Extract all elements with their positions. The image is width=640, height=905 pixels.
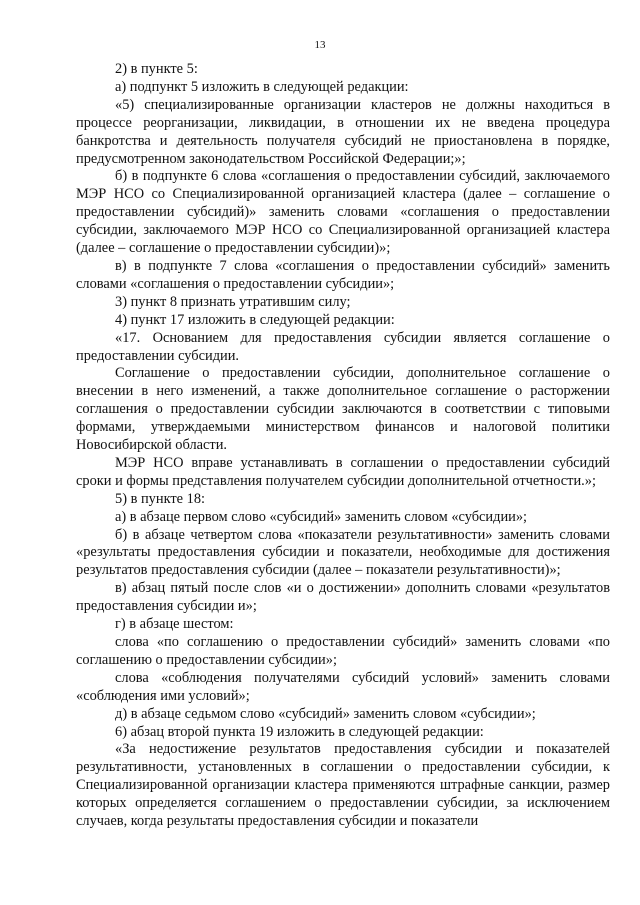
paragraph: 2) в пункте 5: bbox=[115, 61, 198, 77]
paragraph: а) в абзаце первом слово «субсидий» заменить словом «субсидии»; bbox=[115, 508, 528, 525]
paragraph: «5) специализированные организации кластеров не должны находиться в процессе реорганизации, ликвидации, в отношении их не введена процедура банкротства и деятельность получателя субсидий не приостановлена в порядке, предусмотренном законодательством Российской Федерации;»; bbox=[76, 96, 610, 167]
paragraph: «За недостижение результатов предоставления субсидии и показателей результативности, установленных в соглашении о предоставлении субсидии, к Специализированной организации кластера применяются штрафные санкции, размер которых определяется соглашением о предоставлении субсидии, за исключением случаев, когда результаты предоставления субсидии и показатели bbox=[76, 741, 610, 830]
paragraph: б) в подпункте 6 слова «соглашения о предоставлении субсидий, заключаемого МЭР НСО со Специализированной организацией кластера (далее – соглашение о предоставлении субсидий)» заменить словами «соглашения о предоставлении субсидии, заключаемого МЭР НСО со Специализированной организацией кластера (далее – соглашение о предоставлении субсидии)»; bbox=[76, 168, 610, 257]
paragraph: 6) абзац второй пункта 19 изложить в следующей редакции: bbox=[115, 723, 484, 740]
paragraph: 5) в пункте 18: bbox=[115, 490, 206, 507]
paragraph: МЭР НСО вправе устанавливать в соглашении о предоставлении субсидий сроки и формы представления получателем субсидии дополнительной отчетности.»; bbox=[76, 454, 610, 489]
paragraph: Соглашение о предоставлении субсидии, дополнительное соглашение о внесении в него изменений, а также дополнительное соглашение о расторжении соглашения о предоставлении субсидии заключаются в соответствии с типовыми формами, утверждаемыми министерством финансов и налоговой политики Новосибирской области. bbox=[76, 365, 610, 454]
document-body bbox=[76, 61, 610, 831]
paragraph: в) в подпункте 7 слова «соглашения о предоставлении субсидий» заменить словами «соглашения о предоставлении субсидии»; bbox=[76, 257, 610, 292]
paragraph: г) в абзаце шестом: bbox=[115, 616, 234, 633]
paragraph: б) в абзаце четвертом слова «показатели результативности» заменить словами «результаты предоставления субсидии и показатели, необходимые для достижения результатов предоставления субсидии (далее – показатели результативности)»; bbox=[76, 526, 610, 579]
paragraph: д) в абзаце седьмом слово «субсидий» заменить словом «субсидии»; bbox=[115, 705, 536, 722]
paragraph: 3) пункт 8 признать утратившим силу; bbox=[115, 293, 351, 310]
paragraph: а) подпункт 5 изложить в следующей редакции: bbox=[115, 78, 409, 95]
page-number: 13 bbox=[314, 39, 326, 51]
paragraph: слова «по соглашению о предоставлении субсидий» заменить словами «по соглашению о предоставлении субсидии»; bbox=[76, 634, 610, 668]
paragraph: слова «соблюдения получателями субсидий условий» заменить словами «соблюдения ими условий»; bbox=[76, 669, 610, 704]
paragraph: «17. Основанием для предоставления субсидии является соглашение о предоставлении субсидии. bbox=[76, 329, 610, 364]
paragraph: 4) пункт 17 изложить в следующей редакции: bbox=[115, 311, 395, 328]
paragraph: в) абзац пятый после слов «и о достижении» дополнить словами «результатов предоставления субсидии и»; bbox=[76, 580, 610, 615]
